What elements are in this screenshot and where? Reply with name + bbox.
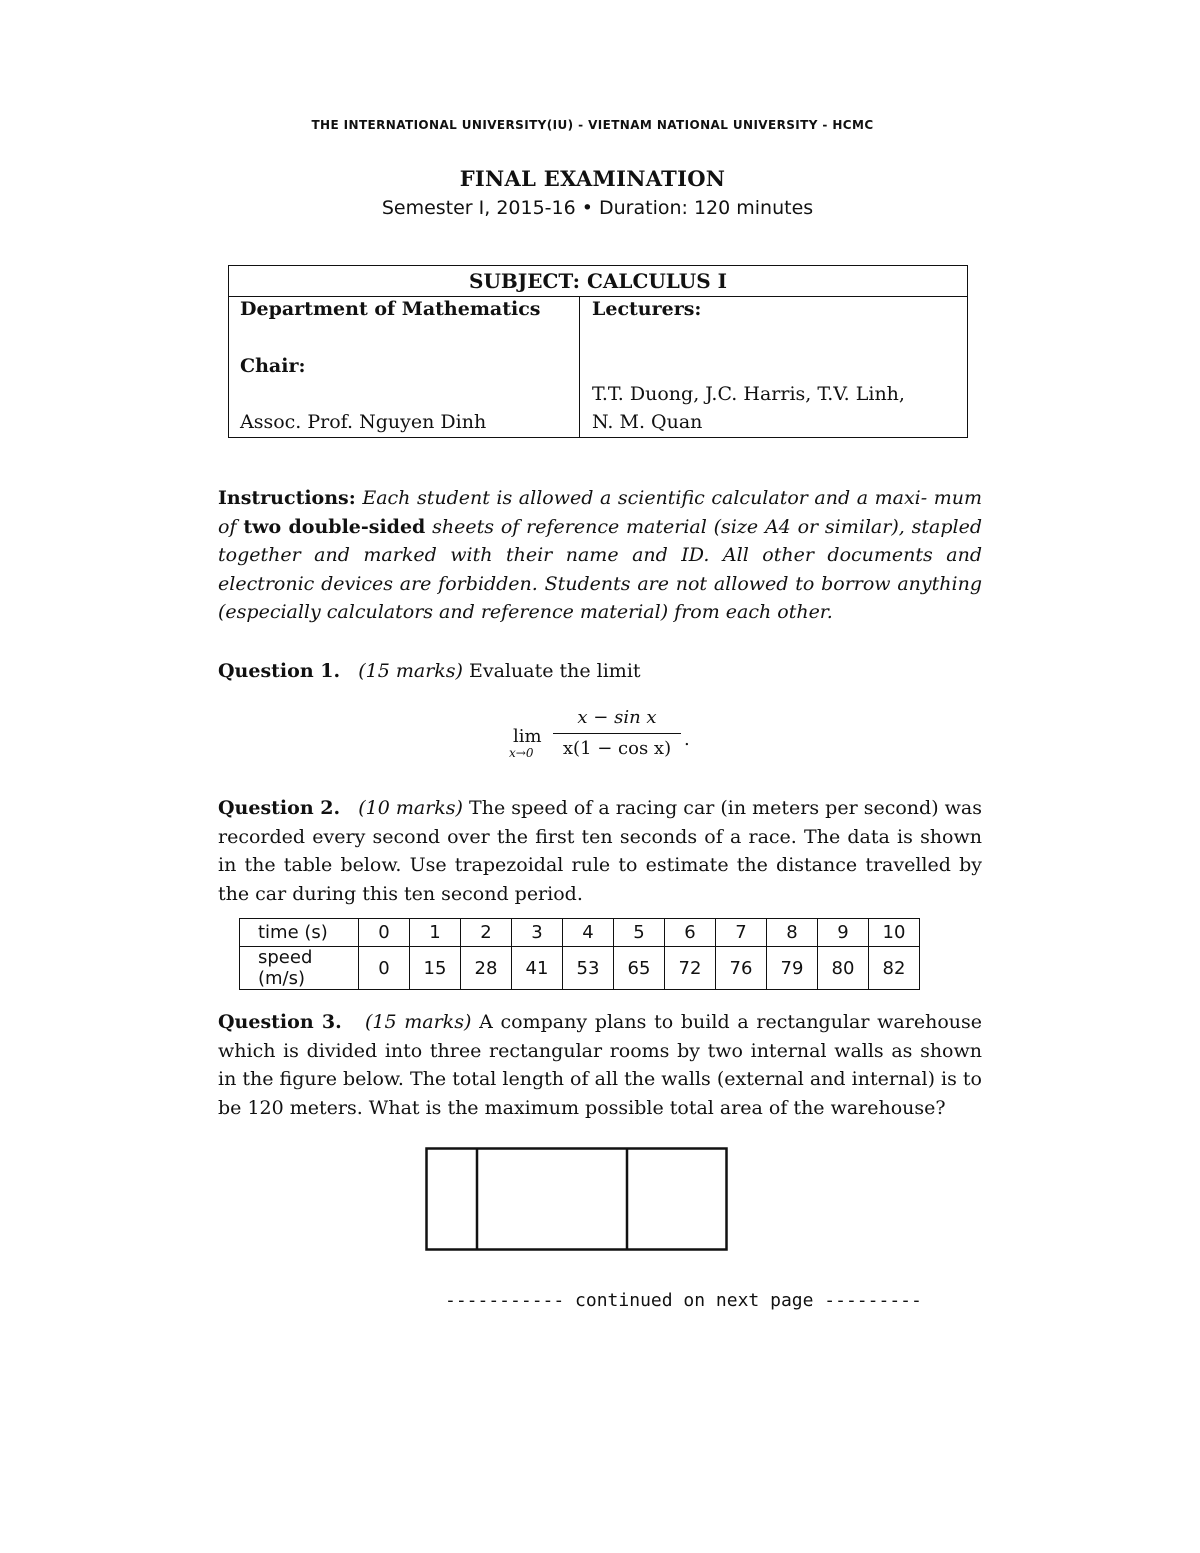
table-cell: 9 xyxy=(818,919,869,947)
lim-operator: lim xyxy=(513,726,542,747)
table-row-header: time (s) xyxy=(240,919,359,947)
lecturers-line-2: N. M. Quan xyxy=(592,411,703,433)
table-cell: 28 xyxy=(461,947,512,990)
university-header: THE INTERNATIONAL UNIVERSITY(IU) - VIETNAM NATIONAL UNIVERSITY - HCMC xyxy=(311,118,874,132)
question-1 xyxy=(218,657,982,686)
table-cell: 1 xyxy=(410,919,461,947)
table-cell: 0 xyxy=(359,947,410,990)
lim-subscript: x→0 xyxy=(509,746,534,760)
q3-label: Question 3. xyxy=(218,1011,342,1033)
warehouse-figure xyxy=(425,1147,728,1251)
department-label: Department of Mathematics xyxy=(240,298,541,320)
table-cell: 15 xyxy=(410,947,461,990)
fraction-numerator: x − sin x xyxy=(577,707,657,728)
table-cell: 79 xyxy=(767,947,818,990)
table-cell: 4 xyxy=(563,919,614,947)
q1-marks: (15 marks) xyxy=(358,660,463,682)
table-row xyxy=(240,947,920,990)
instructions-paragraph xyxy=(218,484,982,627)
speed-table xyxy=(239,918,920,990)
table-row xyxy=(240,919,920,947)
q3-text: A company plans to build a rectangular warehouse which is divided into three rectangular rooms by two internal walls as shown in the figure below. The total length of all the walls (external and internal) is to be 120 meters. What is the maximum possible total area of the warehouse? xyxy=(218,1011,982,1119)
instructions-label: Instructions: xyxy=(218,487,356,509)
instructions-text-a: Each student is allowed a scientific calculator and a maxi- mum of xyxy=(218,487,982,538)
table-cell: 72 xyxy=(665,947,716,990)
subject-box xyxy=(228,265,968,438)
table-cell: 5 xyxy=(614,919,665,947)
chair-label: Chair: xyxy=(240,355,306,377)
instructions-emphasis: two double-sided xyxy=(243,515,426,538)
exam-subtitle: Semester I, 2015-16 • Duration: 120 minutes xyxy=(381,197,814,219)
question-2 xyxy=(218,794,982,908)
chair-name: Assoc. Prof. Nguyen Dinh xyxy=(240,411,487,433)
q1-text: Evaluate the limit xyxy=(469,660,641,682)
table-cell: 53 xyxy=(563,947,614,990)
table-cell: 65 xyxy=(614,947,665,990)
exam-title: FINAL EXAMINATION xyxy=(459,166,726,191)
fraction-bar xyxy=(553,733,681,734)
table-cell: 6 xyxy=(665,919,716,947)
fraction-denominator: x(1 − cos x) xyxy=(562,738,672,759)
formula-period: . xyxy=(684,729,690,750)
table-cell: 82 xyxy=(869,947,920,990)
q2-label: Question 2. xyxy=(218,797,341,819)
table-cell: 41 xyxy=(512,947,563,990)
question-3 xyxy=(218,1008,982,1122)
lecturers-line-1: T.T. Duong, J.C. Harris, T.V. Linh, xyxy=(592,383,905,405)
q3-marks: (15 marks) xyxy=(364,1011,472,1033)
table-cell: 0 xyxy=(359,919,410,947)
table-cell: 7 xyxy=(716,919,767,947)
table-cell: 10 xyxy=(869,919,920,947)
warehouse-outline xyxy=(427,1149,727,1250)
q1-label: Question 1. xyxy=(218,660,341,682)
table-cell: 80 xyxy=(818,947,869,990)
table-row-header: speed (m/s) xyxy=(240,947,359,990)
q2-marks: (10 marks) xyxy=(358,797,463,819)
instructions-text-b: sheets of reference material (size A4 or similar), stapled together and marked with their name and ID. All other documents and electronic devices are forbidden. Students are not allowed to borrow anything (especially calculators and reference material) from each other. xyxy=(218,515,982,623)
subject-heading: SUBJECT: CALCULUS I xyxy=(229,266,967,297)
table-cell: 8 xyxy=(767,919,818,947)
lecturers-label: Lecturers: xyxy=(592,298,702,320)
table-cell: 76 xyxy=(716,947,767,990)
table-cell: 2 xyxy=(461,919,512,947)
continued-footer: ----------- continued on next page --------- xyxy=(445,1290,922,1311)
subject-box-divider xyxy=(579,296,580,437)
q2-text: The speed of a racing car (in meters per second) was recorded every second over the first ten seconds of a race. The data is shown in the table below. Use trapezoidal rule to estimate the distance travelled by the car during this ten second period. xyxy=(218,797,982,905)
table-cell: 3 xyxy=(512,919,563,947)
